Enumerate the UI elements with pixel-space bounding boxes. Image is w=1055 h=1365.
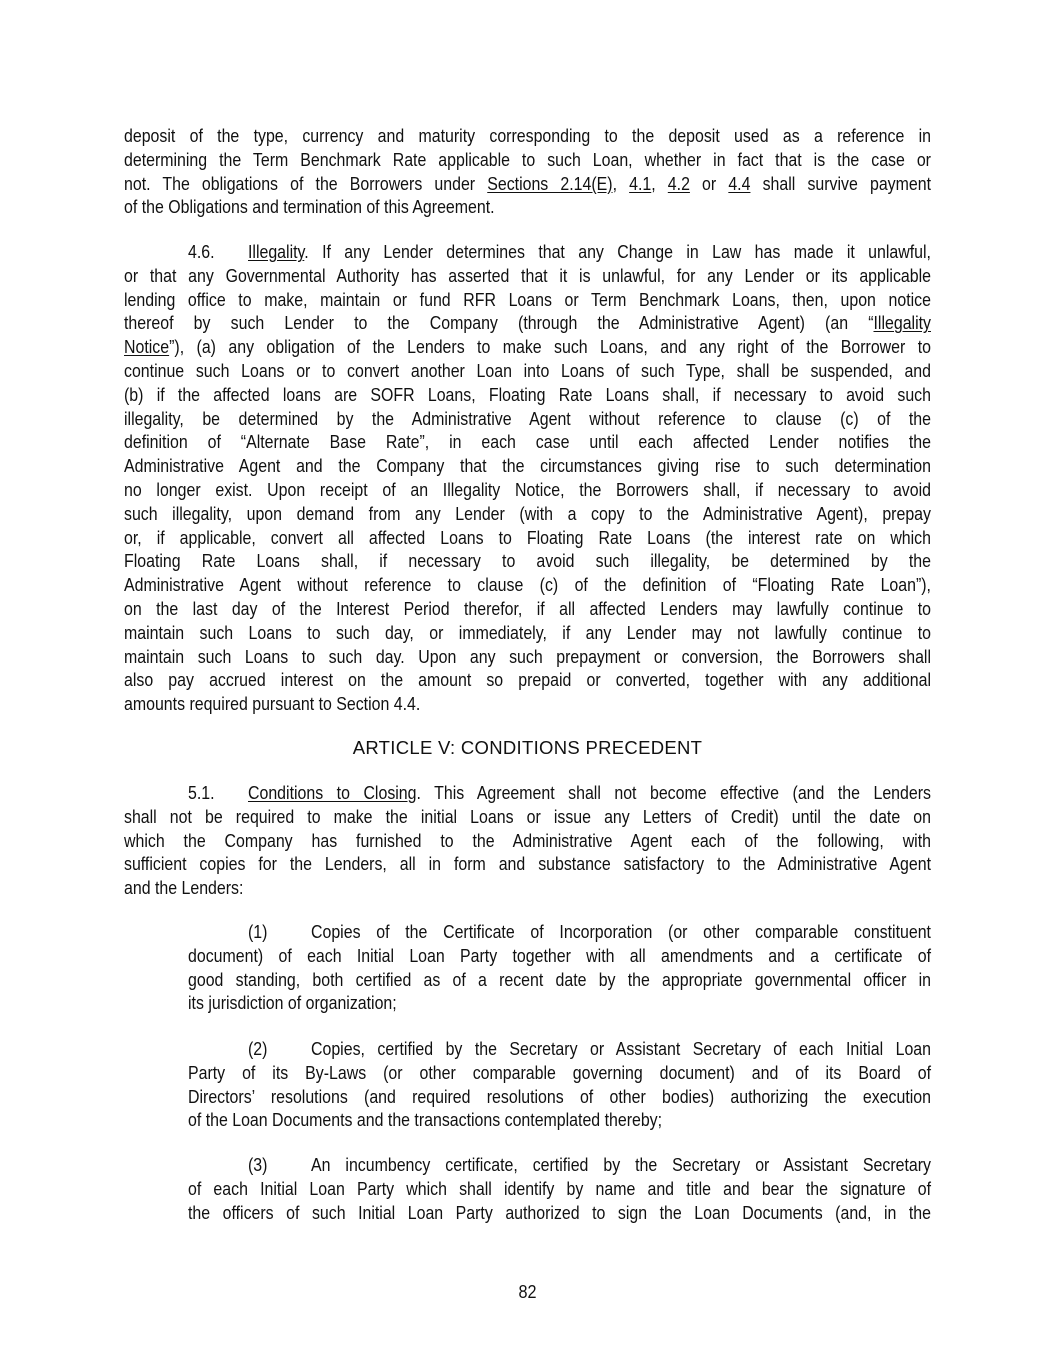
text-line: good standing, both certified as of a recent date by the appropriate governmental officer in (188, 968, 931, 990)
text-line: thereof by such Lender to the Company (through the Administrative Agent) (an “Illegality (124, 312, 931, 334)
underlined-term: Conditions to Closing (248, 782, 417, 803)
text-line: Copies of the Certificate of Incorporation (or other comparable constituent (311, 921, 931, 942)
page-number: 82 (518, 1282, 537, 1302)
text-line: maintain such Loans to such day. Upon any such prepayment or conversion, the Borrowers shall (124, 645, 931, 667)
text-line: or that any Governmental Authority has asserted that it is unlawful, for any Lender or its applicable (124, 264, 931, 286)
text-line: deposit of the type, currency and maturity corresponding to the deposit used as a reference in (124, 125, 931, 146)
text-line: definition of “Alternate Base Rate”, in each case until each affected Lender notifies the (124, 431, 931, 453)
text-line: shall not be required to make the initial Loans or issue any Letters of Credit) until the date on (124, 805, 931, 827)
text-line: continue such Loans or to convert another Loan into Loans of such Type, shall be suspended, and (124, 360, 931, 381)
text-line: Administrative Agent without reference to clause (c) of the definition of “Floating Rate Loan”), (124, 574, 931, 596)
text-line: maintain such Loans to such day, or immediately, if any Lender may not lawfully continue to (124, 621, 931, 643)
text-line: its jurisdiction of organization; (188, 992, 397, 1014)
text-line: document) of each Initial Loan Party together with all amendments and a certificate of (188, 944, 931, 966)
text-line: of each Initial Loan Party which shall identify by name and title and bear the signature of (188, 1177, 931, 1199)
text-line: of the Loan Documents and the transactions contemplated thereby; (188, 1109, 663, 1131)
text-line: Administrative Agent and the Company that the circumstances giving rise to such determination (124, 455, 931, 477)
text-line: Copies, certified by the Secretary or Assistant Secretary of each Initial Loan (311, 1038, 931, 1059)
text-line: (b) if the affected loans are SOFR Loans, Floating Rate Loans shall, if necessary to avoid such (124, 383, 931, 405)
text-line: which the Company has furnished to the Administrative Agent each of the following, with (124, 829, 931, 851)
underlined-term: Notice (124, 336, 170, 358)
text-line: Illegality. If any Lender determines that any Change in Law has made it unlawful, (248, 241, 931, 262)
text-line: no longer exist. Upon receipt of an Illegality Notice, the Borrowers shall, if necessary to avoid (124, 479, 931, 500)
text-line: amounts required pursuant to Section 4.4. (124, 693, 421, 715)
text-line: and the Lenders: (124, 877, 244, 899)
text-line: Notice”), (a) any obligation of the Lenders to make such Loans, and any right of the Borrower to (124, 336, 931, 358)
text-line: Party of its By-Laws (or other comparable governing document) and of its Board of (188, 1061, 931, 1083)
text-line: lending office to make, maintain or fund RFR Loans or Term Benchmark Loans, then, upon notice (124, 288, 931, 310)
text-line: on the last day of the Interest Period therefor, if all affected Lenders may lawfully continue to (124, 598, 931, 619)
underlined-term: Illegality (248, 241, 305, 262)
underlined-term: Sections 2.14(E) (487, 172, 613, 194)
section-number: (3) (248, 1154, 268, 1175)
section-number: 4.6. (188, 241, 215, 262)
text-line: illegality, be determined by the Administrative Agent without reference to clause (c) of the (124, 407, 931, 429)
section-number: 5.1. (188, 782, 215, 803)
text-line: or, if applicable, convert all affected Loans to Floating Rate Loans (the interest rate on which (124, 526, 931, 548)
underlined-term: 4.2 (667, 172, 690, 194)
text-line: determining the Term Benchmark Rate applicable to such Loan, whether in fact that is the case or (124, 148, 931, 170)
text-line: Directors’ resolutions (and required resolutions of other bodies) authorizing the execution (188, 1085, 931, 1107)
text-line: of the Obligations and termination of this Agreement. (124, 196, 495, 218)
section-number: (1) (248, 921, 268, 942)
text-line: also pay accrued interest on the amount so prepaid or converted, together with any additional (124, 669, 931, 691)
text-line: An incumbency certificate, certified by the Secretary or Assistant Secretary (311, 1154, 931, 1175)
section-number: (2) (248, 1038, 268, 1059)
underlined-term: Illegality (873, 312, 931, 334)
text-line: the officers of such Initial Loan Party authorized to sign the Loan Documents (and, in the (188, 1201, 931, 1223)
text-line: such illegality, upon demand from any Lender (with a copy to the Administrative Agent), prepay (124, 502, 931, 524)
text-line: Conditions to Closing. This Agreement shall not become effective (and the Lenders (248, 782, 931, 803)
underlined-term: 4.1 (629, 172, 652, 194)
text-line: not. The obligations of the Borrowers under Sections 2.14(E), 4.1, 4.2 or 4.4 shall survive payment (124, 172, 932, 194)
text-line: sufficient copies for the Lenders, all in form and substance satisfactory to the Administrative Agent (124, 853, 931, 875)
underlined-term: 4.4 (728, 172, 751, 194)
article-heading: ARTICLE V: CONDITIONS PRECEDENT (352, 737, 703, 758)
text-line: Floating Rate Loans shall, if necessary to avoid such illegality, be determined by the (124, 550, 931, 572)
